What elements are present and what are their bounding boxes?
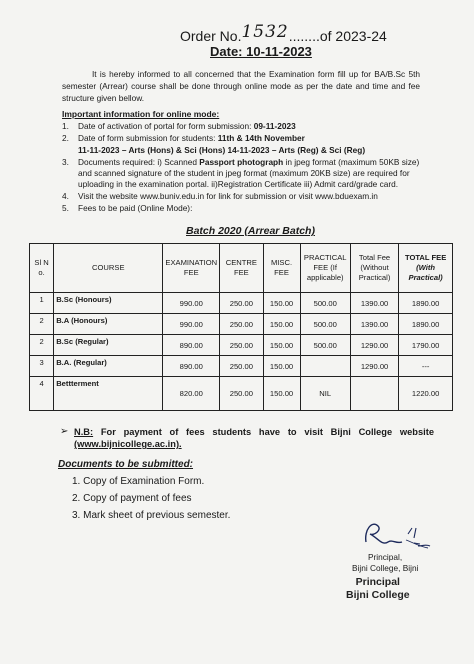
order-line: [180, 22, 387, 46]
order-date: Date: 10-11-2023: [210, 44, 312, 59]
order-number: 1532: [241, 22, 289, 42]
list-item: 2. Copy of payment of fees: [72, 493, 192, 504]
header-total-with: TOTAL FEE (With Practical): [399, 244, 453, 293]
list-item: 3. Mark sheet of previous semester.: [72, 510, 231, 521]
intro-paragraph: It is hereby informed to all concerned that the Examination form fill up for BA/B.Sc 5th semester (Arrear) course shall be done through online mode as per the date and time and fee structure given bellow.: [62, 69, 420, 103]
note-text: For payment of fees students have to visit Bijni College website: [93, 427, 434, 437]
note-label: N.B:: [74, 427, 94, 437]
header-exam-fee: EXAMINATION FEE: [163, 244, 220, 293]
list-item: 1. Copy of Examination Form.: [72, 476, 205, 487]
important-points: [62, 121, 432, 215]
table-row: 1 B.Sc (Honours) 990.00 250.00 150.00 500.00 1390.00 1890.00: [30, 293, 453, 314]
header-total-without: Total Fee (Without Practical): [350, 244, 398, 293]
arrow-icon: ➢: [60, 426, 69, 437]
point-1: 1. Date of activation of portal for form submission: 09-11-2023: [62, 121, 296, 131]
header-practical-fee: PRACTICAL FEE (If applicable): [300, 244, 350, 293]
principal-stamp: Principal Bijni College: [346, 576, 410, 601]
batch-title: Batch 2020 (Arrear Batch): [186, 225, 315, 237]
principal-signature: [358, 512, 438, 556]
header-course: COURSE: [54, 244, 163, 293]
header-misc-fee: MISC. FEE: [263, 244, 300, 293]
table-row: 3 B.A. (Regular) 890.00 250.00 150.00 1290.00 ---: [30, 356, 453, 377]
header-sl: Sl N o.: [30, 244, 54, 293]
order-dots: ........: [288, 28, 320, 44]
point-5: 5. Fees to be paid (Online Mode):: [62, 203, 193, 213]
principal-label: Principal,: [368, 552, 403, 562]
point-2: 2. Date of form submission for students: 11th & 14th November: [62, 133, 305, 143]
documents-heading: Documents to be submitted:: [58, 459, 194, 470]
header-centre-fee: CENTRE FEE: [220, 244, 263, 293]
college-label: Bijni College, Bijni: [352, 563, 419, 573]
point-3: 3. Documents required: i) Scanned Passport photograph in jpeg format (maximum 50KB size) and scanned signature of the student in jpeg format (maximum 20KB size) are required for uploading in the examination portal. ii)Registration Certificate iii) Admit card/grade card.: [62, 157, 420, 189]
point-2-dates: 11-11-2023 – Arts (Hons) & Sci (Hons) 14-11-2023 – Arts (Reg) & Sci (Reg): [78, 145, 366, 155]
fee-table: [29, 243, 453, 411]
fee-table-header: [30, 244, 453, 293]
order-prefix: Order No.: [180, 28, 242, 44]
important-heading: Important information for online mode:: [62, 109, 220, 119]
order-suffix: of 2023-24: [319, 28, 387, 44]
table-row: 2 B.A (Honours) 990.00 250.00 150.00 500.00 1390.00 1890.00: [30, 314, 453, 335]
payment-note: [60, 426, 434, 450]
table-row: 4 Bettterment 820.00 250.00 150.00 NIL 1220.00: [30, 377, 453, 411]
table-row: 2 B.Sc (Regular) 890.00 250.00 150.00 500.00 1290.00 1790.00: [30, 335, 453, 356]
documents-list: [72, 473, 230, 524]
point-4: 4. Visit the website www.buniv.edu.in for link for submission or visit www.bduexam.in: [62, 191, 378, 201]
college-website-link[interactable]: (www.bijnicollege.ac.in).: [74, 439, 182, 449]
